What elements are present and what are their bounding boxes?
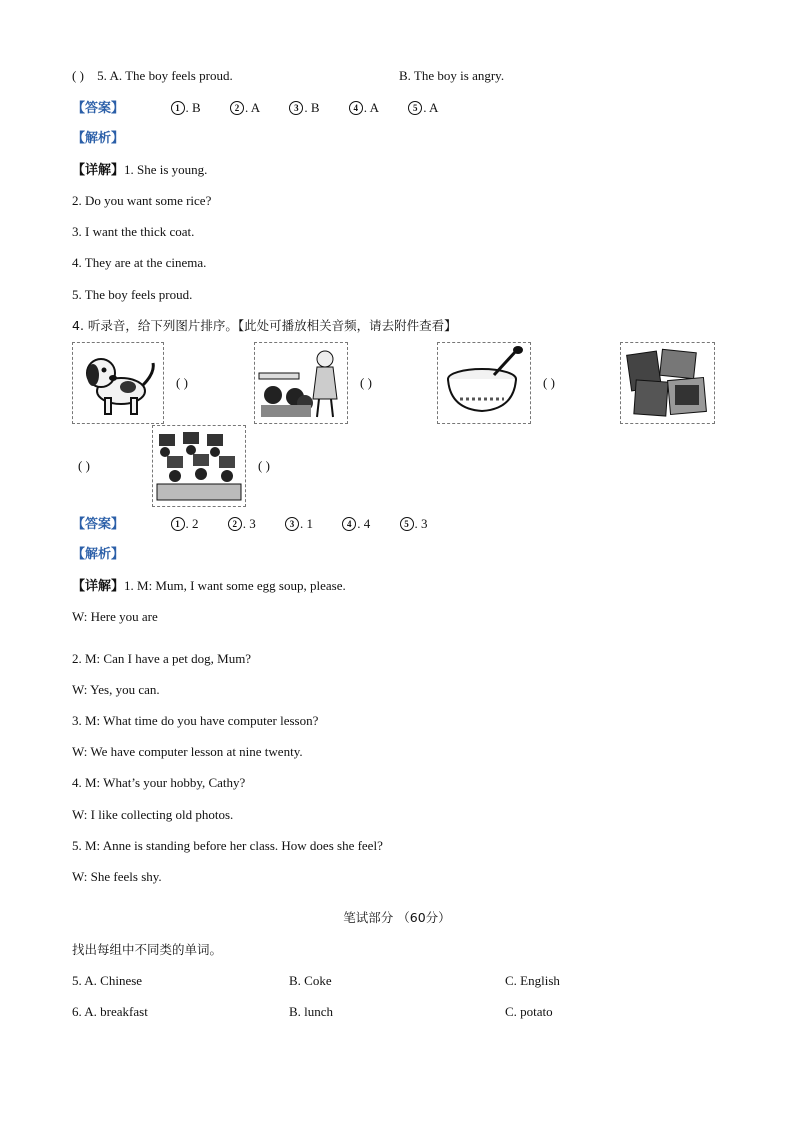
order-blank-4[interactable]: ( ) (78, 458, 90, 473)
detail-line-2: 2. Do you want some rice? (72, 193, 212, 208)
answer-item-3: 3 . B (289, 100, 319, 116)
dialogue-line-6: W: We have computer lesson at nine twenty. (72, 744, 303, 759)
detail-line-1: 【详解】1. She is young. (72, 162, 208, 178)
dog-picture (72, 342, 164, 424)
dialogue-line-5: 3. M: What time do you have computer lesson? (72, 713, 319, 728)
photos-picture (620, 342, 715, 424)
order-blank-2[interactable]: ( ) (360, 375, 372, 390)
dialogue-line-1: 【详解】1. M: Mum, I want some egg soup, please. (72, 578, 346, 594)
answer-item-5: 5 . A (408, 100, 438, 116)
odd-word-q6-a: 6. A. breakfast (72, 1004, 148, 1019)
dialogue-line-3: 2. M: Can I have a pet dog, Mum? (72, 651, 252, 666)
detail-line-4: 4. They are at the cinema. (72, 255, 207, 270)
answer-label: 【答案】 (72, 517, 125, 532)
answer-row-1 (72, 100, 464, 117)
odd-word-q6-c: C. potato (505, 1004, 553, 1019)
dialogue-line-7: 4. M: What’s your hobby, Cathy? (72, 775, 246, 790)
soup-bowl-picture (437, 342, 531, 424)
detail-label: 【详解】 (72, 163, 125, 178)
question-4-title: 4. 听录音，给下列图片排序。【此处可播放相关音频，请去附件查看】 (72, 318, 457, 333)
order-blank-1[interactable]: ( ) (176, 375, 188, 390)
dialogue-line-9: 5. M: Anne is standing before her class. How does she feel? (72, 838, 383, 853)
detail-line-5: 5. The boy feels proud. (72, 287, 193, 302)
option-a: 5. A. The boy feels proud. (97, 68, 233, 83)
answer-blank: ( ) (72, 68, 84, 83)
answer-item-2: 2 . A (230, 100, 260, 116)
answer-item-1: 1 . B (171, 100, 201, 116)
dialogue-line-8: W: I like collecting old photos. (72, 807, 234, 822)
dialogue-line-4: W: Yes, you can. (72, 682, 160, 697)
question-5-line (72, 68, 233, 84)
detail-label: 【详解】 (72, 579, 125, 594)
answer-row-2 (72, 516, 454, 533)
answer-item-1: 1 . 2 (171, 516, 199, 532)
odd-word-q5-a: 5. A. Chinese (72, 973, 143, 988)
answer-item-2: 2 . 3 (228, 516, 256, 532)
analysis-label: 【解析】 (72, 131, 125, 146)
odd-word-q6-b: B. lunch (289, 1004, 334, 1019)
answer-item-4: 4 . 4 (342, 516, 370, 532)
answer-label: 【答案】 (72, 101, 125, 116)
detail-line-3: 3. I want the thick coat. (72, 224, 195, 239)
analysis-label: 【解析】 (72, 547, 125, 562)
written-section-title: 笔试部分 （60分） (343, 910, 451, 925)
option-b: B. The boy is angry. (399, 68, 505, 83)
odd-word-q5-b: B. Coke (289, 973, 332, 988)
odd-word-q5-c: C. English (505, 973, 560, 988)
computer-lab-picture (152, 425, 246, 507)
order-blank-3[interactable]: ( ) (543, 375, 555, 390)
answer-item-4: 4 . A (349, 100, 379, 116)
answer-item-3: 3 . 1 (285, 516, 313, 532)
answer-item-5: 5 . 3 (400, 516, 428, 532)
instruction: 找出每组中不同类的单词。 (72, 942, 223, 957)
dialogue-line-2: W: Here you are (72, 609, 158, 624)
dialogue-line-10: W: She feels shy. (72, 869, 162, 884)
order-blank-5[interactable]: ( ) (258, 458, 270, 473)
class-picture (254, 342, 348, 424)
